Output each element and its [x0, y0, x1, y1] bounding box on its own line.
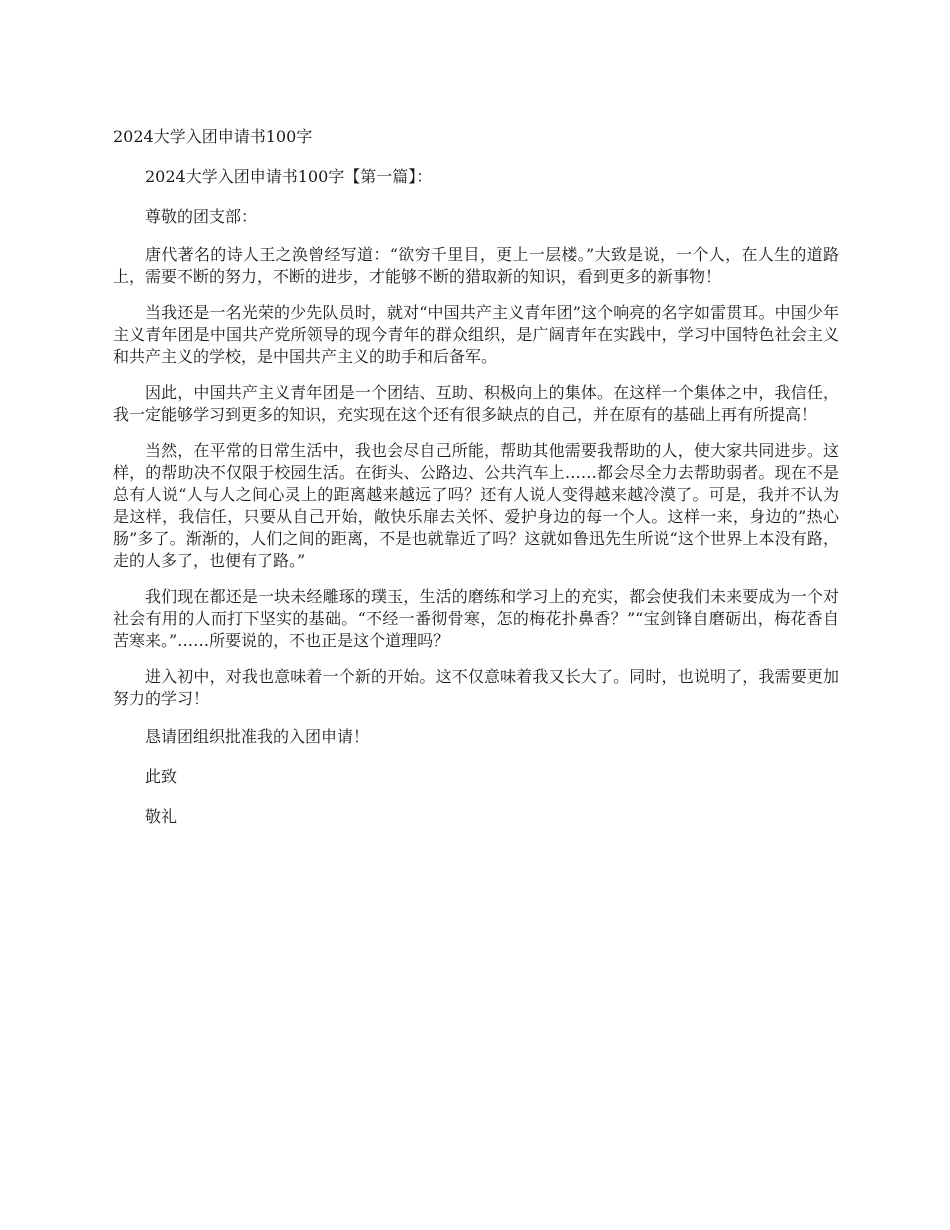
body-paragraph: 因此，中国共产主义青年团是一个团结、互助、积极向上的集体。在这样一个集体之中，我信任，我一定能够学习到更多的知识，充实现在这个还有很多缺点的自己，并在原有的基础上再有所提高！ — [113, 383, 839, 424]
body-paragraph: 当然，在平常的日常生活中，我也会尽自己所能，帮助其他需要我帮助的人，使大家共同进步。这样，的帮助决不仅限于校园生活。在街头、公路边、公共汽车上……都会尽全力去帮助弱者。现在不是总有人说“人与人之间心灵上的距离越来越远了吗？还有人说人变得越来越冷漠了。可是，我并不认为是这样，我信任，只要从自己开始，敞快乐扉去关怀、爱护身边的每一个人。这样一来，身边的”热心肠”多了。渐渐的，人们之间的距离，不是也就靠近了吗？这就如鲁迅先生所说“这个世界上本没有路，走的人多了，也便有了路。” — [113, 441, 839, 570]
body-paragraph: 当我还是一名光荣的少先队员时，就对“中国共产主义青年团”这个响亮的名字如雷贯耳。中国少年主义青年团是中国共产党所领导的现今青年的群众组织，是广阔青年在实践中，学习中国特色社会主义和共产主义的学校，是中国共产主义的助手和后备军。 — [113, 303, 839, 366]
closing-request: 恳请团组织批准我的入团申请！ — [145, 727, 370, 746]
body-paragraph: 我们现在都还是一块未经雕琢的璞玉，生活的磨练和学习上的充实，都会使我们未来要成为一个对社会有用的人而打下坚实的基础。“不经一番彻骨寒，怎的梅花扑鼻香？”“宝剑锋自磨砺出，梅花香自苦寒来。”……所要说的，不也正是这个道理吗？ — [113, 587, 839, 650]
closing-phrase: 此致 — [145, 767, 178, 786]
closing-salute: 敬礼 — [145, 807, 178, 826]
salutation: 尊敬的团支部： — [145, 207, 258, 226]
document-page — [113, 124, 839, 844]
body-paragraph: 唐代著名的诗人王之涣曾经写道：“欲穷千里目，更上一层楼。”大致是说，一个人，在人生的道路上，需要不断的努力，不断的进步，才能够不断的猎取新的知识，看到更多的新事物！ — [113, 245, 839, 286]
body-paragraph: 进入初中，对我也意味着一个新的开始。这不仅意味着我又长大了。同时，也说明了，我需要更加努力的学习！ — [113, 667, 839, 708]
section-heading: 2024大学入团申请书100字【第一篇】： — [145, 167, 433, 186]
document-title: 2024大学入团申请书100字 — [113, 127, 313, 146]
